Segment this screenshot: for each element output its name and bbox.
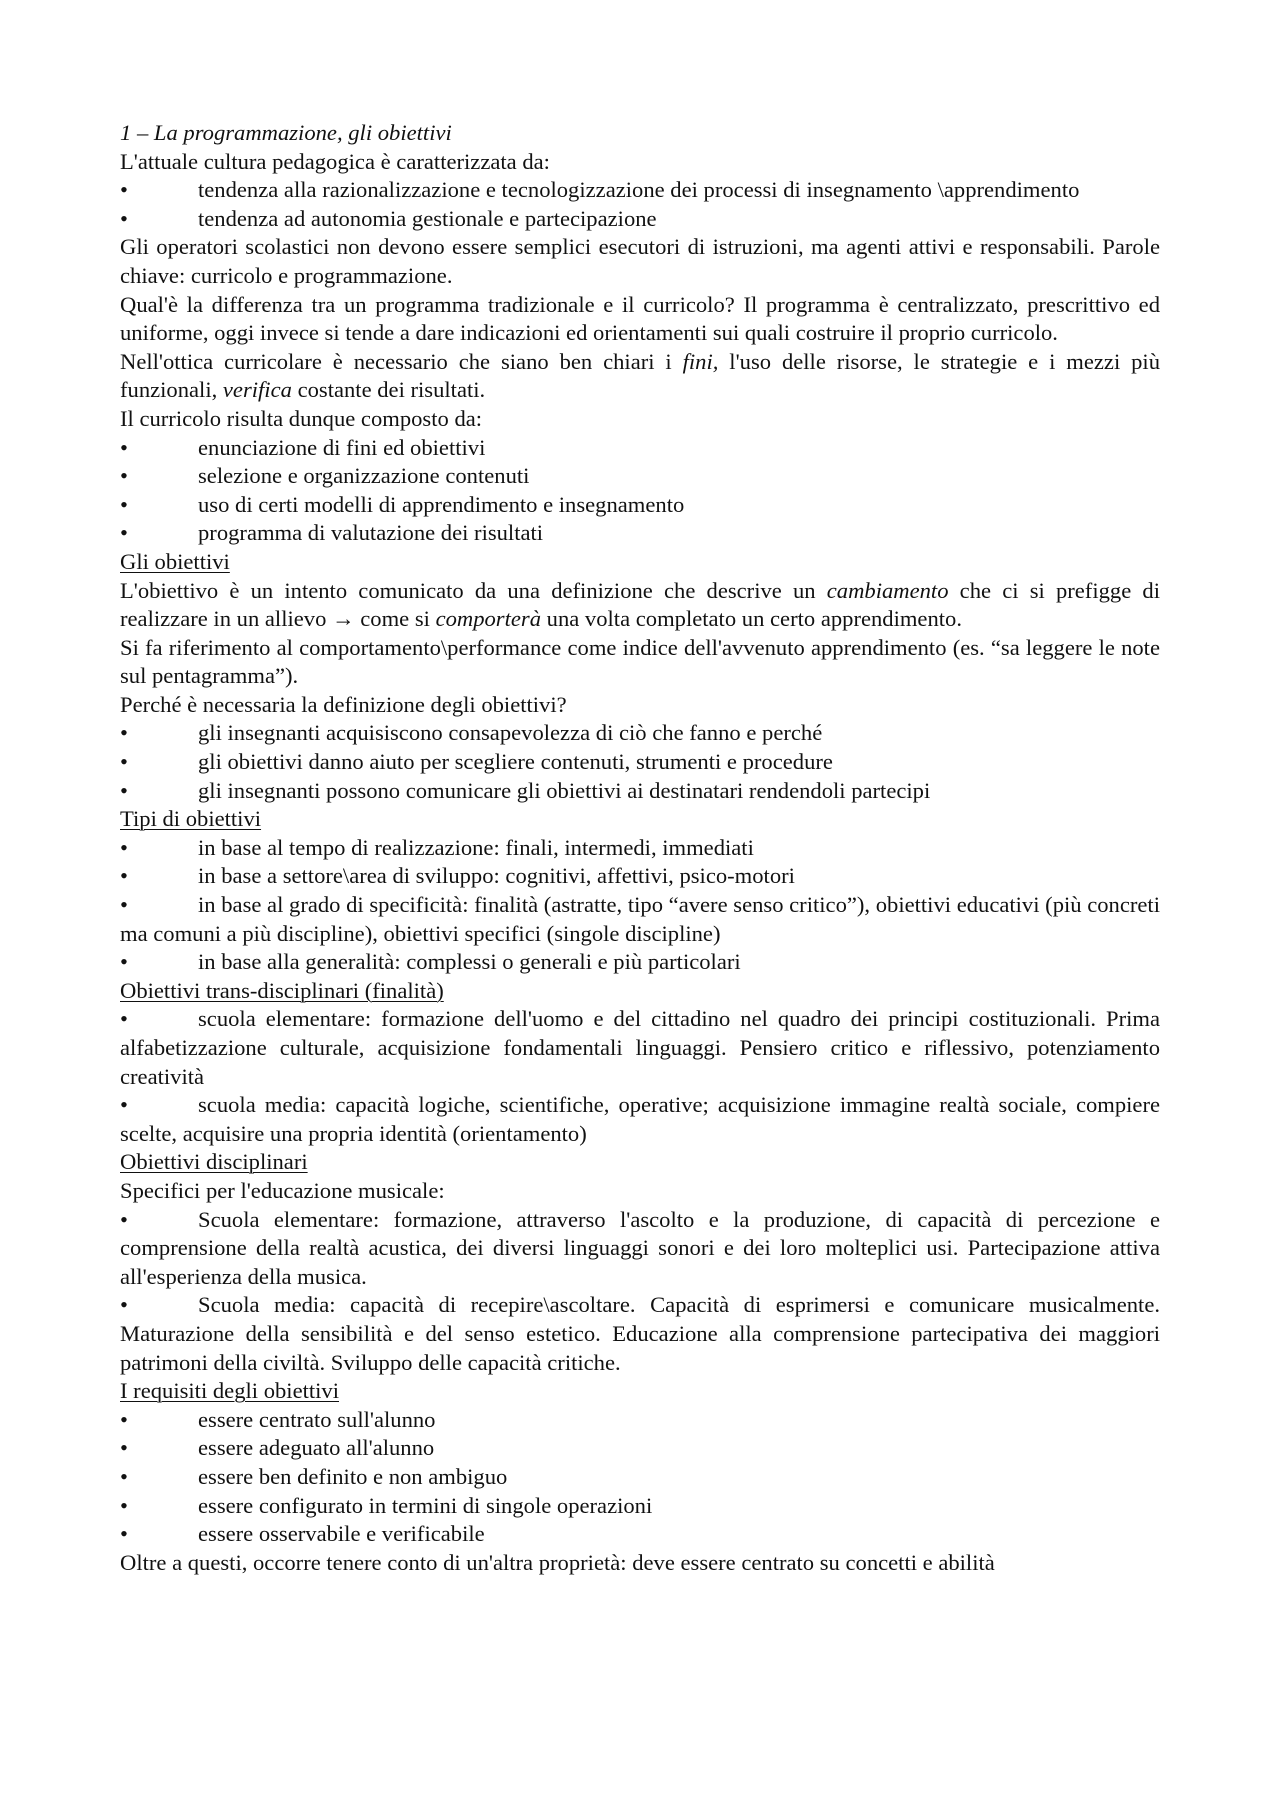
bullet-icon: • bbox=[120, 1006, 128, 1032]
section-heading-requirements: I requisiti degli obiettivi bbox=[120, 1378, 339, 1404]
bullet-icon: • bbox=[120, 777, 128, 803]
bullet-icon: • bbox=[120, 1092, 128, 1118]
list-item: • selezione e organizzazione contenuti bbox=[120, 462, 1160, 491]
section-heading-disciplinary: Obiettivi disciplinari bbox=[120, 1149, 308, 1175]
bullet-icon: • bbox=[120, 1406, 128, 1432]
bullet-icon: • bbox=[120, 491, 128, 517]
objective-definition: L'obiettivo è un intento comunicato da una definizione che descrive un cambiamento che ci si prefigge di realizzare in un allievo → come si comporterà una volta completato un certo apprendimento. bbox=[120, 577, 1160, 632]
list-item: • in base a settore\area di sviluppo: cognitivi, affettivi, psico-motori bbox=[120, 862, 1160, 891]
page-title: 1 – La programmazione, gli obiettivi bbox=[120, 120, 452, 145]
list-item: • gli insegnanti acquisiscono consapevolezza di ciò che fanno e perché bbox=[120, 719, 1160, 748]
bullet-icon: • bbox=[120, 1206, 128, 1232]
section-heading-objectives: Gli obiettivi bbox=[120, 548, 230, 574]
bullet-icon: • bbox=[120, 863, 128, 889]
difference-paragraph: Qual'è la differenza tra un programma tradizionale e il curricolo? Il programma è centralizzato, prescrittivo ed uniforme, oggi invece si tende a dare indicazioni ed orientamenti sui quali costruire il proprio curricolo. bbox=[120, 291, 1160, 346]
list-item: • in base al tempo di realizzazione: finali, intermedi, immediati bbox=[120, 834, 1160, 863]
bullet-icon: • bbox=[120, 434, 128, 460]
bullet-icon: • bbox=[120, 1521, 128, 1547]
list-item: • in base alla generalità: complessi o generali e più particolari bbox=[120, 948, 1160, 977]
operators-paragraph: Gli operatori scolastici non devono essere semplici esecutori di istruzioni, ma agenti attivi e responsabili. Parole chiave: curricolo e programmazione. bbox=[120, 234, 1160, 288]
list-item: • uso di certi modelli di apprendimento e insegnamento bbox=[120, 491, 1160, 520]
disciplinary-intro: Specifici per l'educazione musicale: bbox=[120, 1177, 445, 1203]
intro-text: L'attuale cultura pedagogica è caratterizzata da: bbox=[120, 148, 550, 174]
list-item: • Scuola elementare: formazione, attraverso l'ascolto e la produzione, di capacità di percezione e comprensione della realtà acustica, dei diversi linguaggi sonori e dei loro molteplici usi. Partecipazione attiva all'esperienza della musica. bbox=[120, 1206, 1160, 1289]
bullet-icon: • bbox=[120, 834, 128, 860]
curricular-paragraph: Nell'ottica curricolare è necessario che siano ben chiari i fini, l'uso delle risorse, le strategie e i mezzi più funzionali, verifica costante dei risultati. bbox=[120, 348, 1161, 403]
bullet-icon: • bbox=[120, 892, 128, 918]
list-item: • programma di valutazione dei risultati bbox=[120, 519, 1160, 548]
section-heading-types: Tipi di obiettivi bbox=[120, 806, 262, 832]
bullet-icon: • bbox=[120, 949, 128, 975]
list-item: • essere centrato sull'alunno bbox=[120, 1406, 1160, 1435]
list-item: • scuola elementare: formazione dell'uomo e del cittadino nel quadro dei principi costituzionali. Prima alfabetizzazione culturale, acquisizione fondamentali linguaggi. Pensiero critico e riflessivo, potenziamento creatività bbox=[120, 1006, 1160, 1089]
list-item: • Scuola media: capacità di recepire\ascoltare. Capacità di esprimersi e comunicare musicalmente. Maturazione della sensibilità e del senso estetico. Educazione alla comprensione partecipativa dei maggiori patrimoni della civiltà. Sviluppo delle capacità critiche. bbox=[120, 1292, 1160, 1375]
list-item: • gli insegnanti possono comunicare gli obiettivi ai destinatari rendendoli partecipi bbox=[120, 777, 1160, 806]
list-item: • scuola media: capacità logiche, scientifiche, operative; acquisizione immagine realtà sociale, compiere scelte, acquisire una propria identità (orientamento) bbox=[120, 1092, 1160, 1146]
list-item: • in base al grado di specificità: finalità (astratte, tipo “avere senso critico”), obiettivi educativi (più concreti ma comuni a più discipline), obiettivi specifici (singole discipline) bbox=[120, 892, 1160, 946]
objective-why-question: Perché è necessaria la definizione degli obiettivi? bbox=[120, 691, 567, 717]
list-item: • tendenza alla razionalizzazione e tecnologizzazione dei processi di insegnamento \apprendimento bbox=[120, 176, 1160, 205]
bullet-icon: • bbox=[120, 177, 128, 203]
bullet-icon: • bbox=[120, 1292, 128, 1318]
document-page bbox=[120, 119, 1160, 1577]
composition-intro: Il curricolo risulta dunque composto da: bbox=[120, 405, 483, 431]
bullet-icon: • bbox=[120, 520, 128, 546]
list-item: • tendenza ad autonomia gestionale e partecipazione bbox=[120, 205, 1160, 234]
list-item: • essere adeguato all'alunno bbox=[120, 1434, 1160, 1463]
bullet-icon: • bbox=[120, 749, 128, 775]
bullet-icon: • bbox=[120, 720, 128, 746]
list-item: • essere ben definito e non ambiguo bbox=[120, 1463, 1160, 1492]
bullet-icon: • bbox=[120, 205, 128, 231]
closing-text: Oltre a questi, occorre tenere conto di un'altra proprietà: deve essere centrato su concetti e abilità bbox=[120, 1549, 995, 1575]
list-item: • essere configurato in termini di singole operazioni bbox=[120, 1492, 1160, 1521]
objective-reference: Si fa riferimento al comportamento\performance come indice dell'avvenuto apprendimento (es. “sa leggere le note sul pentagramma”). bbox=[120, 634, 1160, 689]
bullet-icon: • bbox=[120, 1492, 128, 1518]
list-item: • essere osservabile e verificabile bbox=[120, 1520, 1160, 1549]
bullet-icon: • bbox=[120, 1463, 128, 1489]
list-item: • enunciazione di fini ed obiettivi bbox=[120, 434, 1160, 463]
bullet-icon: • bbox=[120, 1435, 128, 1461]
section-heading-trans: Obiettivi trans-disciplinari (finalità) bbox=[120, 977, 444, 1003]
bullet-icon: • bbox=[120, 463, 128, 489]
list-item: • gli obiettivi danno aiuto per scegliere contenuti, strumenti e procedure bbox=[120, 748, 1160, 777]
